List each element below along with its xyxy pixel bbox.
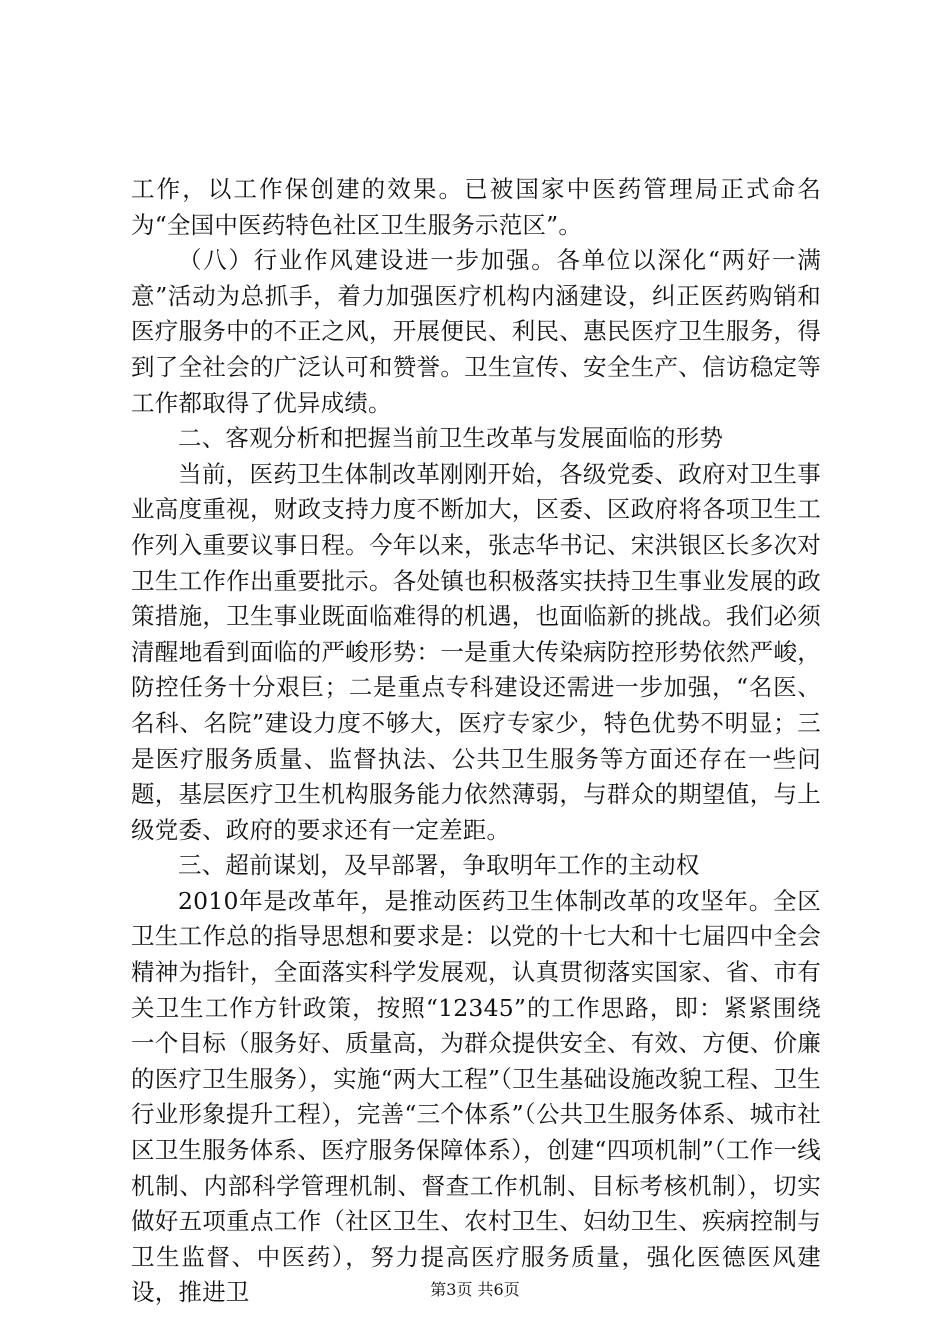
paragraph-continuation: 工作，以工作保创建的效果。已被国家中医药管理局正式命名为“全国中医药特色社区卫生服务示范区”。 [131, 175, 821, 239]
document-body [131, 172, 821, 1311]
heading-section-2: 二、客观分析和把握当前卫生改革与发展面临的形势 [178, 424, 724, 453]
paragraph-section-8: （八）行业作风建设进一步加强。各单位以深化“两好一满意”活动为总抓手，着力加强医疗机构内涵建设，纠正医药购销和医疗服务中的不正之风，开展便民、利民、惠民医疗卫生服务，得到了全社会的广泛认可和赞誉。卫生宣传、安全生产、信访稳定等工作都取得了优异成绩。 [131, 246, 821, 417]
heading-section-3: 三、超前谋划，及早部署，争取明年工作的主动权 [178, 851, 700, 880]
paragraph-guiding-thought: 2010年是改革年，是推动医药卫生体制改革的攻坚年。全区卫生工作总的指导思想和要求是：以党的十七大和十七届四中全会精神为指针，全面落实科学发展观，认真贯彻落实国家、省、市有关卫生工作方针政策，按照“12345”的工作思路，即：紧紧围绕一个目标（服务好、质量高，为群众提供安全、有效、方便、价廉的医疗卫生服务），实施“两大工程”（卫生基础设施改貌工程、卫生行业形象提升工程），完善“三个体系”（公共卫生服务体系、城市社区卫生服务体系、医疗服务保障体系），创建“四项机制”（工作一线机制、内部科学管理机制、督查工作机制、目标考核机制），切实做好五项重点工作（社区卫生、农村卫生、妇幼卫生、疾病控制与卫生监督、中医药），努力提高医疗服务质量，强化医德医风建设，推进卫 [131, 886, 821, 1307]
page-footer: 第3页 共6页 [430, 1280, 520, 1299]
paragraph-situation: 当前，医药卫生体制改革刚刚开始，各级党委、政府对卫生事业高度重视，财政支持力度不断加大，区委、区政府将各项卫生工作列入重要议事日程。今年以来，张志华书记、宋洪银区长多次对卫生工作作出重要批示。各处镇也积极落实扶持卫生事业发展的政策措施，卫生事业既面临难得的机遇，也面临新的挑战。我们必须清醒地看到面临的严峻形势：一是重大传染病防控形势依然严峻，防控任务十分艰巨；二是重点专科建设还需进一步加强，“名医、名科、名院”建设力度不够大，医疗专家少，特色优势不明显；三是医疗服务质量、监督执法、公共卫生服务等方面还存在一些问题，基层医疗卫生机构服务能力依然薄弱，与群众的期望值，与上级党委、政府的要求还有一定差距。 [131, 459, 821, 844]
